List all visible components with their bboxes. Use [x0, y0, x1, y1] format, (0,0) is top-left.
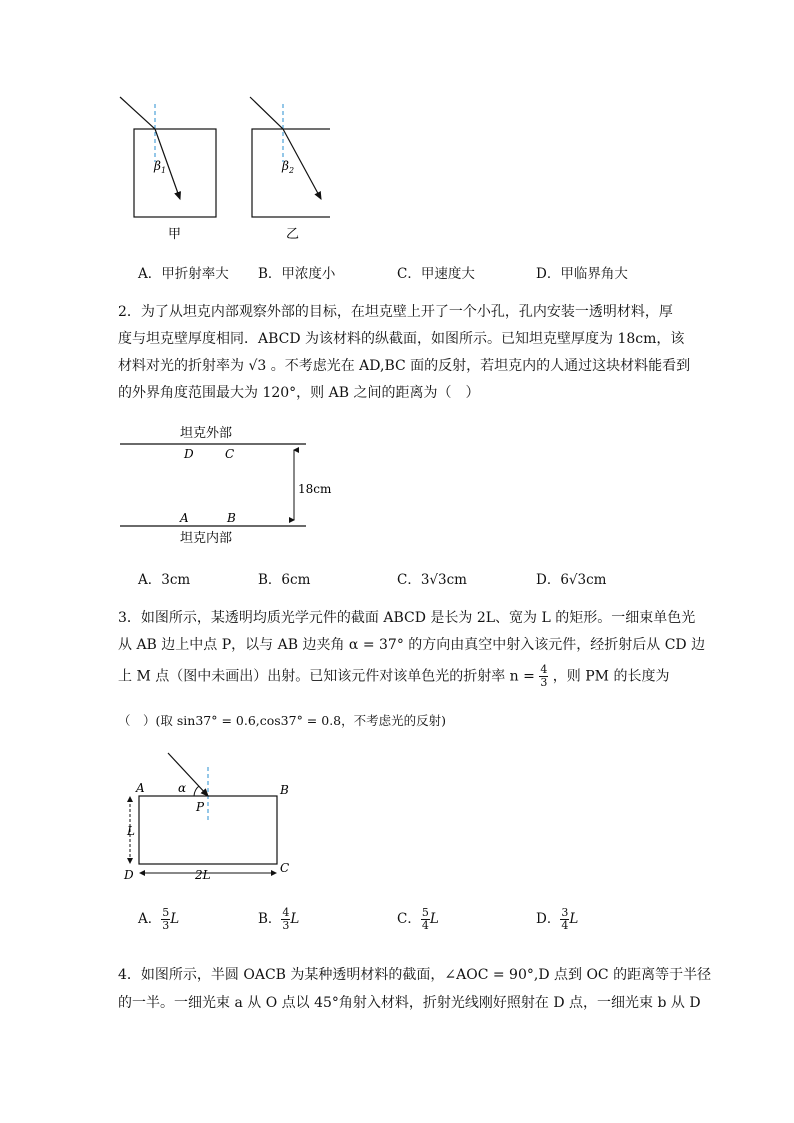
- thickness-label: 18cm: [298, 482, 332, 496]
- jia-box: [134, 129, 216, 217]
- point-d-label: D: [184, 447, 194, 461]
- q3-line3-text-b: ，则 PM 的长度为: [552, 668, 670, 685]
- q1-option-b[interactable]: B．甲浓度小: [258, 266, 336, 282]
- point-b-label: B: [227, 511, 236, 525]
- point-c-label: C: [280, 861, 290, 875]
- yi-incident-ray: [250, 97, 283, 129]
- q3-text-line4: （ ）(取 sin37° = 0.6,cos37° = 0.8，不考虑光的反射): [118, 713, 447, 728]
- abcd-rectangle: [139, 796, 277, 864]
- point-p-label: P: [196, 800, 205, 814]
- point-d-label: D: [124, 868, 134, 882]
- q2-text-line1: 2．为了从坦克内部观察外部的目标，在坦克壁上开了一个小孔，孔内安装一透明材料，厚: [118, 304, 673, 320]
- refractive-index-fraction: [539, 664, 548, 689]
- q2-figure: [118, 420, 348, 550]
- q1-option-a[interactable]: A．甲折射率大: [138, 266, 229, 282]
- n-numerator: 4: [540, 663, 548, 676]
- q3-text-line2: 从 AB 边上中点 P，以与 AB 边夹角 α = 37° 的方向由真空中射入该元件，经折射后从 CD 边: [118, 637, 706, 653]
- point-b-label: B: [280, 783, 289, 797]
- point-c-label: C: [225, 447, 235, 461]
- tank-outside-label: 坦克外部: [180, 426, 233, 441]
- fig-jia-label: 甲: [168, 227, 182, 242]
- incident-ray: [168, 753, 208, 796]
- q4-text-line1: 4．如图所示，半圆 OACB 为某种透明材料的截面，∠AOC = 90°,D 点到 OC 的距离等于半径: [118, 967, 712, 983]
- q3-option-a[interactable]: A． $\frac{5}{3}$ L: [138, 906, 180, 932]
- tank-inside-label: 坦克内部: [180, 531, 233, 546]
- beta2-label: $\beta_2$: [282, 159, 295, 175]
- q3-option-d[interactable]: D． $\frac{3}{4}$ L: [536, 906, 579, 932]
- q2-text-line4: 的外界角度范围最大为 120°，则 AB 之间的距离为（ ）: [118, 385, 480, 401]
- q3-text-line1: 3．如图所示，某透明均质光学元件的截面 ABCD 是长为 2L、宽为 L 的矩形。一细束单色光: [118, 610, 696, 626]
- q3-option-b[interactable]: B． $\frac{4}{3}$ L: [258, 906, 300, 932]
- q3-text-line3: [118, 664, 669, 689]
- alpha-label: α: [178, 781, 187, 795]
- q3-figure: [118, 745, 308, 885]
- q2-text-line3: 材料对光的折射率为 √3 。不考虑光在 AD,BC 面的反射，若坦克内的人通过这块材料能看到: [118, 358, 691, 374]
- q2-option-d[interactable]: D．6√3cm: [536, 572, 607, 588]
- fig-yi-label: 乙: [286, 227, 300, 242]
- q1-option-c[interactable]: C．甲速度大: [397, 266, 475, 282]
- q2-option-c[interactable]: C．3√3cm: [397, 572, 467, 588]
- jia-incident-ray: [120, 97, 155, 129]
- alpha-arc: [194, 786, 199, 796]
- q1-option-d[interactable]: D．甲临界角大: [536, 266, 628, 282]
- length-label: 2L: [195, 868, 211, 882]
- q4-text-line2: 的一半。一细光束 a 从 O 点以 45°角射入材料，折射光线刚好照射在 D 点，一细光束 b 从 D: [118, 995, 701, 1011]
- q3-option-c[interactable]: C． $\frac{5}{4}$ L: [397, 906, 439, 932]
- q2-option-b[interactable]: B．6cm: [258, 572, 311, 588]
- q3-line3-text-a: 上 M 点（图中未画出）出射。已知该元件对该单色光的折射率 n =: [118, 668, 535, 685]
- q1-figure: [110, 92, 330, 247]
- width-label: L: [127, 824, 135, 838]
- beta1-label: $\beta_1$: [154, 159, 167, 175]
- n-denominator: 3: [540, 676, 548, 689]
- point-a-label: A: [180, 511, 189, 525]
- point-a-label: A: [136, 781, 145, 795]
- q2-text-line2: 度与坦克壁厚度相同．ABCD 为该材料的纵截面，如图所示。已知坦克壁厚度为 18cm，该: [118, 331, 685, 347]
- q2-option-a[interactable]: A．3cm: [138, 572, 191, 588]
